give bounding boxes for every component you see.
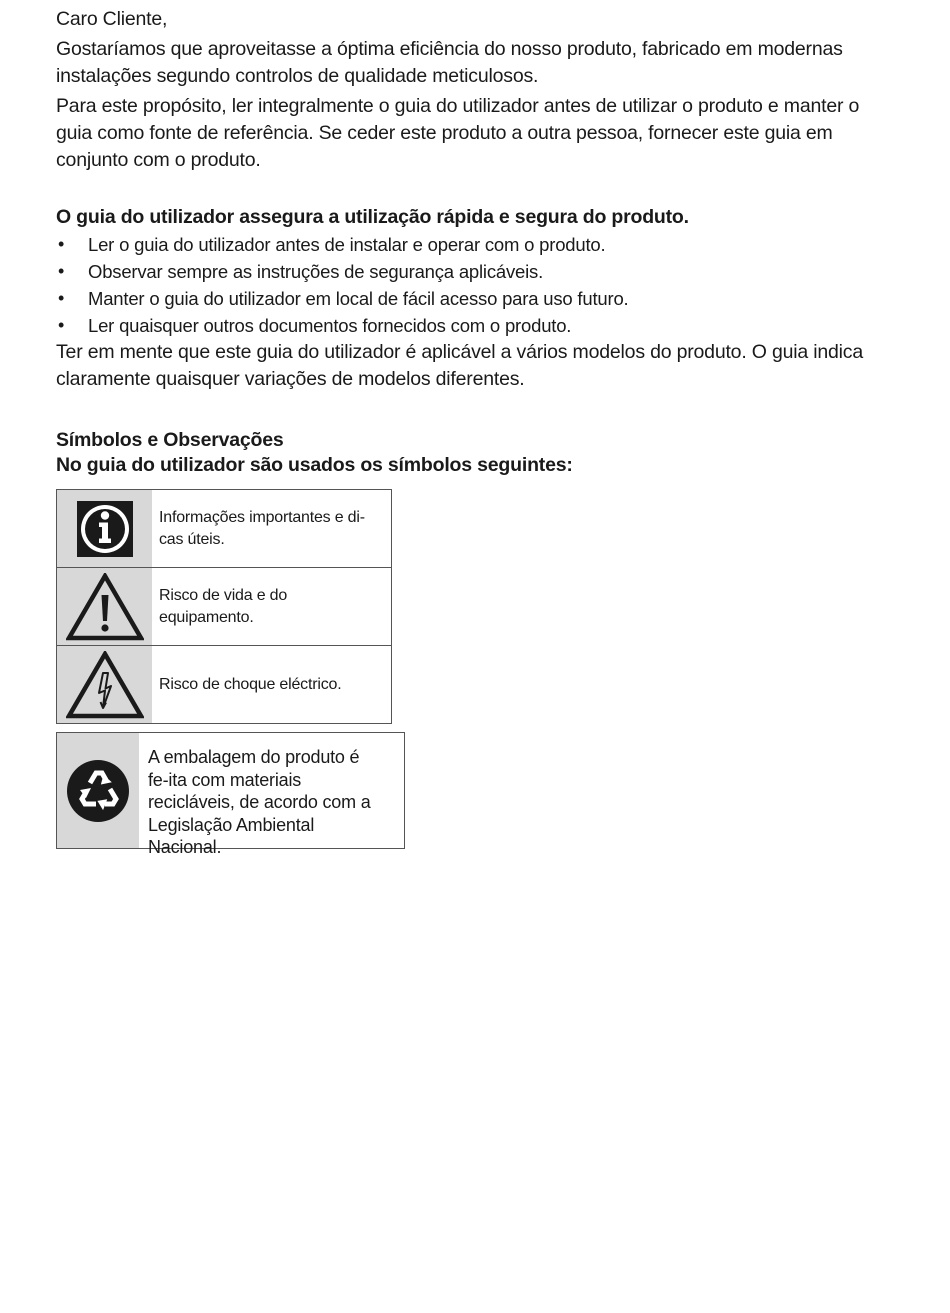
recycle-text: A embalagem do produto é fe-ita com materiais recicláveis, de acordo com a Legislação Ambiental Nacional. — [148, 747, 371, 857]
symbols-table — [56, 489, 392, 724]
list-item: • Ler quaisquer outros documentos fornecidos com o produto. — [56, 312, 876, 339]
list-item: • Manter o guia do utilizador em local de fácil acesso para uso futuro. — [56, 285, 876, 312]
list-item: • Observar sempre as instruções de segurança aplicáveis. — [56, 258, 876, 285]
guide-heading: O guia do utilizador assegura a utilização rápida e segura do produto. — [56, 206, 689, 228]
symbol-row-warning — [57, 568, 391, 646]
greeting: Caro Cliente, — [56, 8, 168, 30]
page-content — [56, 6, 876, 479]
intro-paragraph-2: Para este propósito, ler integralmente o guia do utilizador antes de utilizar o produto e manter o guia como fonte de referência. Se ceder este produto a outra pessoa, fornecer este guia em conjunto com o produto. — [56, 95, 860, 171]
recycle-box — [56, 732, 405, 857]
bullet-marker: • — [58, 234, 65, 254]
symbol-text-warning: Risco de vida e do equipamento. — [159, 586, 288, 626]
symbol-row-info — [57, 490, 391, 568]
recycle-icon — [57, 733, 139, 848]
symbols-title: Símbolos e Observações — [56, 429, 284, 451]
symbol-text-info: Informações importantes e di-cas úteis. — [159, 508, 365, 548]
bullet-marker: • — [58, 315, 65, 335]
symbols-subtitle: No guia do utilizador são usados os símbolos seguintes: — [56, 454, 573, 476]
bullet-marker: • — [58, 288, 65, 308]
electric-shock-icon — [57, 646, 152, 723]
intro-paragraph-1: Gostaríamos que aproveitasse a óptima eficiência do nosso produto, fabricado em modernas instalações segundo controlos de qualidade meticulosos. — [56, 38, 843, 87]
symbol-row-electric — [57, 646, 391, 723]
bullet-marker: • — [58, 261, 65, 281]
warning-icon — [57, 568, 152, 645]
list-item: • Ler o guia do utilizador antes de instalar e operar com o produto. — [56, 231, 876, 258]
guide-note: Ter em mente que este guia do utilizador é aplicável a vários modelos do produto. O guia indica claramente quaisquer variações de modelos diferentes. — [56, 341, 863, 390]
symbol-text-electric: Risco de choque eléctrico. — [159, 675, 342, 693]
info-icon — [57, 490, 152, 567]
guide-bullet-list — [56, 231, 876, 339]
